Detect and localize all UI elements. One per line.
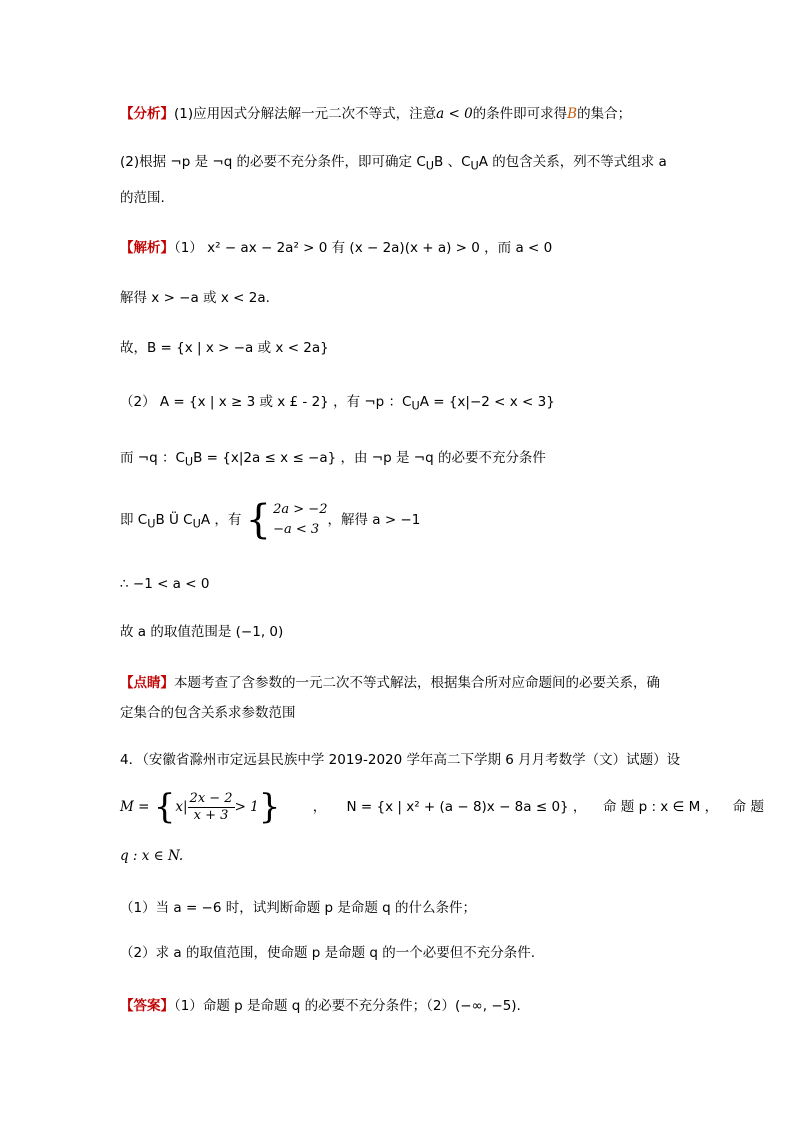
problem-4-sets: M = {x| $\frac{2x - 2}{x + 3}$ > 1} ， N = {x | x² + (a − 8)x − 8a ≤ 0} ， 命 题 p : x ∈ M ， 命 题: [120, 787, 764, 827]
comment-tag: 【点睛】: [120, 675, 174, 691]
left-brace: {: [245, 497, 272, 543]
analysis-line-3: 的范围.: [120, 190, 165, 206]
analysis-line-2: (2)根据 ¬p 是 ¬q 的必要不充分条件，即可确定 $C_UB$ 、$C_UA$ 的包含关系，列不等式组求 a: [120, 154, 667, 173]
problem-4-prop-q: q : x ∈ N.: [120, 848, 184, 864]
analysis-line-1: 【分析】(1)应用因式分解法解一元二次不等式，注意a < 0的条件即可求得B的集合；: [120, 106, 632, 122]
answer-tag: 【答案】: [120, 998, 174, 1014]
problem-4-question-1: （1）当 a = −6 时，试判断命题 p 是命题 q 的什么条件；: [120, 900, 477, 916]
comment-line-2: 定集合的包含关系求参数范围: [120, 705, 296, 721]
solution-tag: 【解析】: [120, 240, 174, 256]
inequality-system: { 2a > −2 −a < 3: [245, 497, 328, 543]
solution-step-5: 而 ¬q ：$C_UB = \{x|2a \le x \le -a\}$ ，由 ¬p 是 ¬q 的必要不充分条件: [120, 450, 546, 469]
problem-4-question-2: （2）求 a 的取值范围，使命题 p 是命题 q 的一个必要但不充分条件.: [120, 945, 536, 961]
answer-line: 【答案】（1）命题 p 是命题 q 的必要不充分条件；（2）(−∞, −5).: [120, 998, 521, 1014]
fraction: $\frac{2x - 2}{x + 3}$: [189, 790, 233, 823]
solution-step-1: 【解析】（1） x² − ax − 2a² > 0 有 (x − 2a)(x + a) > 0 ，而 a < 0: [120, 240, 553, 256]
problem-4-header: 4．（安徽省滁州市定远县民族中学 2019-2020 学年高二下学期 6 月月考数学（文）试题）设: [120, 752, 681, 768]
solution-step-8: 故 a 的取值范围是 (−1, 0): [120, 624, 284, 640]
analysis-tag: 【分析】: [120, 106, 174, 122]
solution-step-4: （2） A = {x | x ≥ 3 或 x £ - 2} ，有 ¬p ：$C_UA = \{x|-2 < x < 3\}$: [120, 394, 555, 413]
solution-step-3: 故，B = {x | x > −a 或 x < 2a}: [120, 340, 329, 356]
solution-step-2: 解得 x > −a 或 x < 2a.: [120, 290, 270, 306]
solution-step-7: ∴ −1 < a < 0: [120, 576, 210, 592]
comment-line-1: 【点睛】本题考查了含参数的一元二次不等式解法，根据集合所对应命题间的必要关系，确: [120, 675, 660, 691]
solution-step-6: 即 $C_UB$ Ü $C_UA$ ，有 { 2a > −2 −a < 3 ，解得 a > −1: [120, 497, 421, 543]
